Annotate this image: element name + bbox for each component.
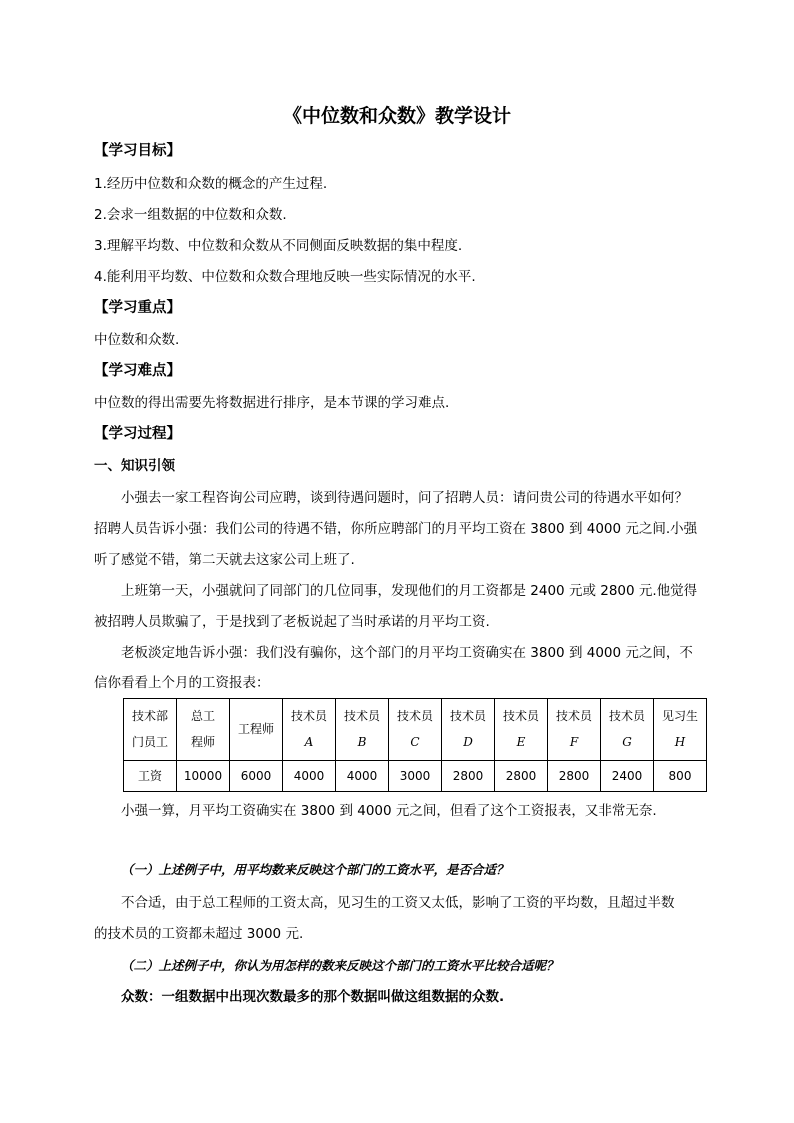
table-cell: 工资: [124, 760, 177, 791]
table-cell: 2800: [442, 760, 495, 791]
table-header-cell: 技术员 C: [389, 699, 442, 761]
difficulty-text: 中位数的得出需要先将数据进行排序，是本节课的学习难点.: [94, 395, 450, 411]
part1-heading: 一、知识引领: [94, 458, 175, 474]
table-header-cell: 总工 程师: [177, 699, 230, 761]
process-heading: 【学习过程】: [94, 426, 181, 442]
table-cell: 2800: [495, 760, 548, 791]
goal-item: 2.会求一组数据的中位数和众数.: [94, 207, 287, 223]
story-line: 老板淡定地告诉小强：我们没有骗你，这个部门的月平均工资确实在 3800 到 4000 元之间，不: [121, 645, 693, 661]
story-line: 小强去一家工程咨询公司应聘，谈到待遇问题时，问了招聘人员：请问贵公司的待遇水平如何？: [121, 490, 688, 506]
after-table-text: 小强一算，月平均工资确实在 3800 到 4000 元之间，但看了这个工资报表，又非常无奈.: [121, 803, 657, 819]
mode-definition: 众数：一组数据中出现次数最多的那个数据叫做这组数据的众数.: [121, 989, 505, 1005]
table-header-cell: 技术员 B: [336, 699, 389, 761]
story-line: 招聘人员告诉小强：我们公司的待遇不错，你所应聘部门的月平均工资在 3800 到 4000 元之间.小强: [94, 521, 698, 537]
table-header-cell: 技术员 D: [442, 699, 495, 761]
answer-1-line: 的技术员的工资都未超过 3000 元.: [94, 926, 304, 942]
table-row: [124, 760, 707, 791]
goal-item: 3.理解平均数、中位数和众数从不同侧面反映数据的集中程度.: [94, 238, 463, 254]
table-cell: 2400: [601, 760, 654, 791]
question-1: （一）上述例子中，用平均数来反映这个部门的工资水平，是否合适？: [121, 862, 509, 877]
table-cell: 6000: [230, 760, 283, 791]
story-line: 上班第一天，小强就问了同部门的几位同事，发现他们的月工资都是 2400 元或 2800 元.他觉得: [121, 583, 698, 599]
goal-item: 4.能利用平均数、中位数和众数合理地反映一些实际情况的水平.: [94, 269, 476, 285]
table-cell: 4000: [283, 760, 336, 791]
table-cell: 2800: [548, 760, 601, 791]
table-header-cell: 技术员 E: [495, 699, 548, 761]
answer-1-line: 不合适，由于总工程师的工资太高，见习生的工资又太低，影响了工资的平均数，且超过半数: [121, 895, 675, 911]
key-heading: 【学习重点】: [94, 300, 181, 316]
table-cell: 3000: [389, 760, 442, 791]
table-header-cell: 技术员 F: [548, 699, 601, 761]
difficulty-heading: 【学习难点】: [94, 363, 181, 379]
goal-item: 1.经历中位数和众数的概念的产生过程.: [94, 176, 328, 192]
table-header-cell: 技术员 G: [601, 699, 654, 761]
table-header-cell: 工程师: [230, 699, 283, 761]
story-line: 听了感觉不错，第二天就去这家公司上班了.: [94, 552, 355, 568]
question-2: （二）上述例子中，你认为用怎样的数来反映这个部门的工资水平比较合适呢？: [121, 958, 559, 973]
table-header-cell: 技术员 A: [283, 699, 336, 761]
wage-table: [123, 698, 707, 792]
table-header-row: [124, 699, 707, 761]
story-line: 被招聘人员欺骗了，于是找到了老板说起了当时承诺的月平均工资.: [94, 614, 490, 630]
table-cell: 4000: [336, 760, 389, 791]
table-cell: 10000: [177, 760, 230, 791]
goals-heading: 【学习目标】: [94, 143, 181, 159]
key-text: 中位数和众数.: [94, 332, 180, 348]
table-header-cell: 见习生 H: [654, 699, 707, 761]
table-header-cell: 技术部 门员工: [124, 699, 177, 761]
table-cell: 800: [654, 760, 707, 791]
document-title: 《中位数和众数》教学设计: [282, 105, 511, 127]
story-line: 信你看看上个月的工资报表：: [94, 675, 270, 691]
